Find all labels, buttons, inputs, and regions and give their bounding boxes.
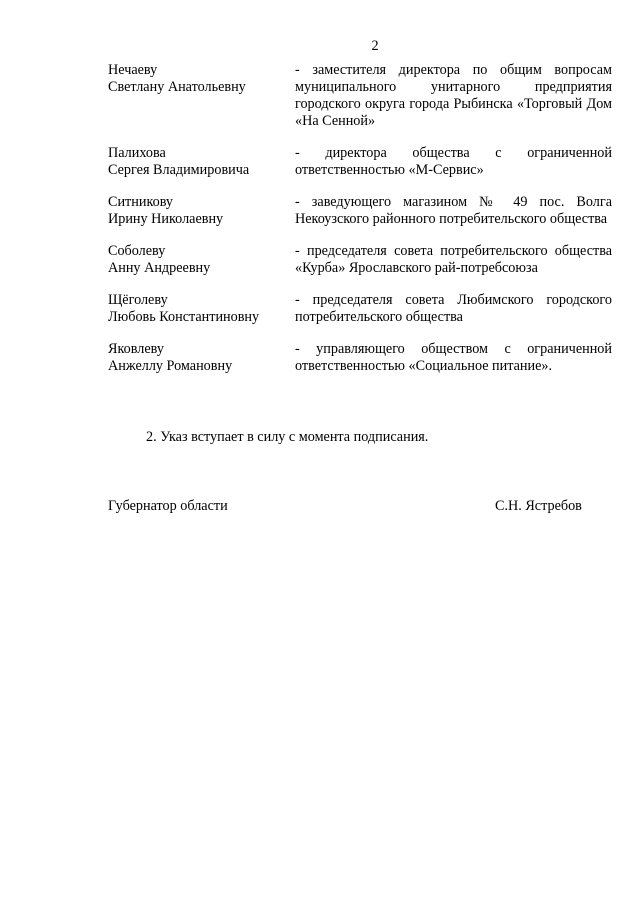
appointee-entry xyxy=(108,341,612,375)
clause-2: 2. Указ вступает в силу с момента подписания. xyxy=(146,429,429,445)
appointee-name xyxy=(108,243,295,277)
appointee-entry xyxy=(108,292,612,326)
appointee-position: - заведующего магазином № 49 пос. Волга Некоузского районного потребительского общества xyxy=(295,194,612,227)
page-number: 2 xyxy=(371,38,379,54)
appointee-surname: Соболеву xyxy=(108,243,166,259)
appointee-surname: Яковлеву xyxy=(108,341,164,357)
appointee-given-names: Светлану Анатольевну xyxy=(108,79,246,95)
appointee-given-names: Анну Андреевну xyxy=(108,260,211,276)
appointee-entry xyxy=(108,194,612,228)
appointee-surname: Нечаеву xyxy=(108,62,158,78)
appointee-list xyxy=(108,62,612,390)
appointee-entry xyxy=(108,62,612,130)
appointee-name xyxy=(108,145,295,179)
appointee-position: - управляющего обществом с ограниченной ответственностью «Социальное питание». xyxy=(295,341,612,374)
appointee-surname: Щёголеву xyxy=(108,292,168,308)
appointee-entry xyxy=(108,145,612,179)
appointee-position: - председателя совета Любимского городского потребительского общества xyxy=(295,292,612,325)
appointee-position: - председателя совета потребительского общества «Курба» Ярославского рай-потребсоюза xyxy=(295,243,612,276)
signatory-name: С.Н. Ястребов xyxy=(495,498,582,514)
signatory-title: Губернатор области xyxy=(108,498,228,514)
appointee-surname: Ситникову xyxy=(108,194,174,210)
appointee-name xyxy=(108,292,295,326)
appointee-given-names: Любовь Константиновну xyxy=(108,309,260,325)
appointee-name xyxy=(108,62,295,130)
appointee-name xyxy=(108,194,295,228)
appointee-entry xyxy=(108,243,612,277)
appointee-given-names: Анжеллу Романовну xyxy=(108,358,233,374)
appointee-surname: Палихова xyxy=(108,145,166,161)
appointee-position: - заместителя директора по общим вопросам муниципального унитарного предприятия городского округа города Рыбинска «Торговый Дом «На Сенной» xyxy=(295,62,612,129)
appointee-position: - директора общества с ограниченной ответственностью «М-Сервис» xyxy=(295,145,612,178)
appointee-given-names: Ирину Николаевну xyxy=(108,211,224,227)
appointee-given-names: Сергея Владимировича xyxy=(108,162,250,178)
appointee-name xyxy=(108,341,295,375)
